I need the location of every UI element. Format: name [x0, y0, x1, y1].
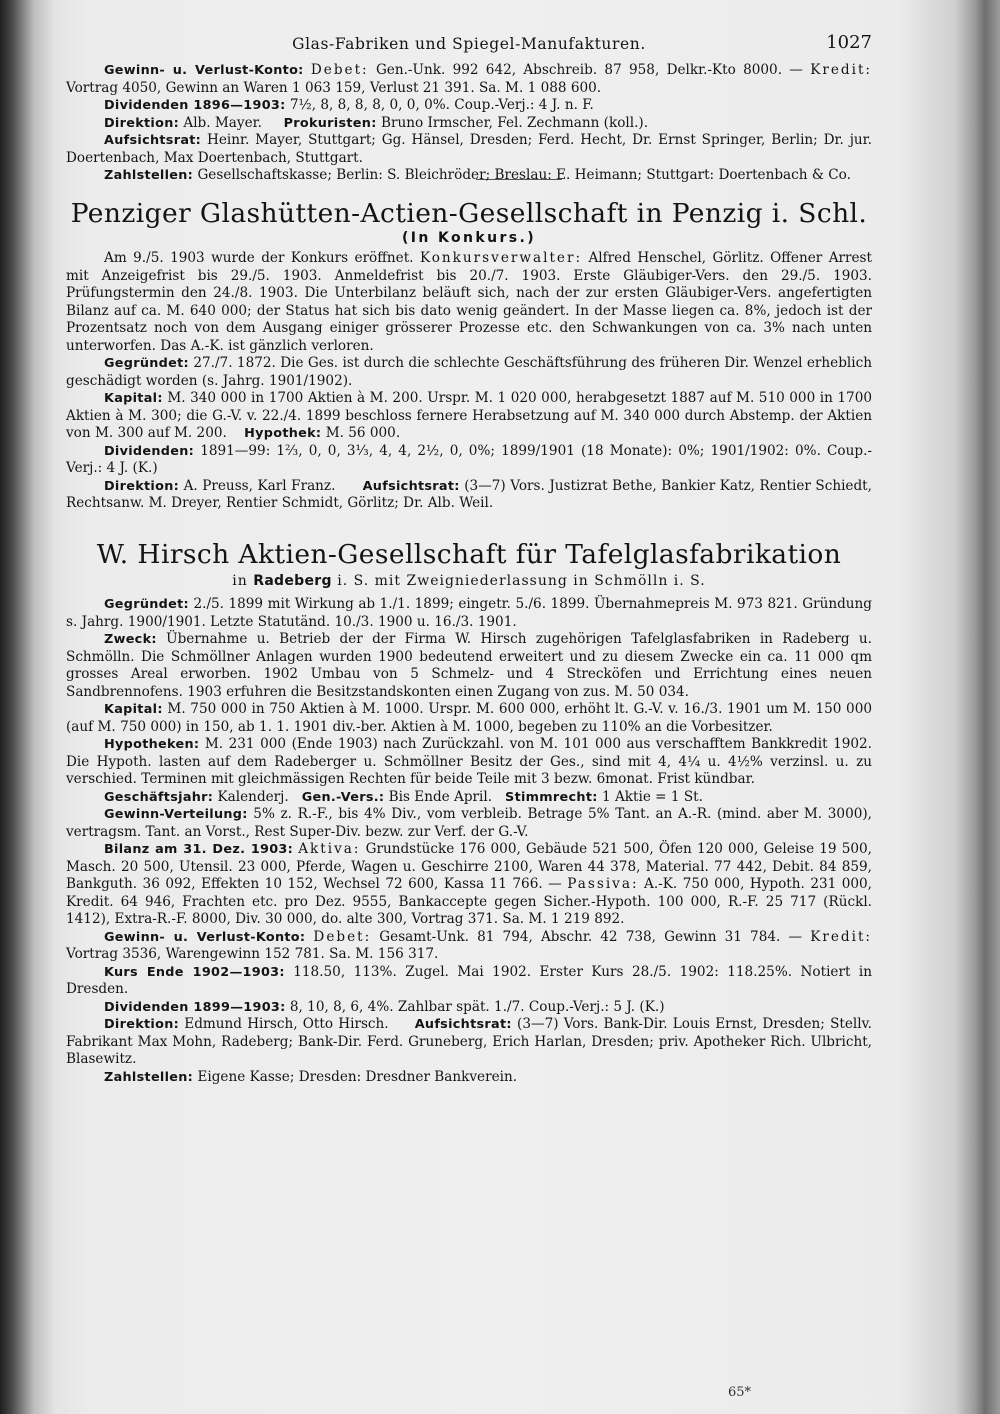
- mortgages-label: Hypotheken:: [104, 737, 200, 752]
- direction-text: Alb. Mayer.: [183, 114, 262, 131]
- mortgages-text: M. 231 000 (Ende 1903) nach Zurückzahl. von M. 101 000 aus verschafftem Bankkredit 1902. Die Hypoth. lasten auf dem Radeberger u. Schmöllner Besitz der Ges., sind mit 4, 4¼ u. 4½% verzinsl. u. zu verschied. Terminen mit gleichmässigen Rechten für beide Teile mit 3 bezw. 6monat. Frist kündbar.: [66, 736, 872, 787]
- supervisory-board-label: Aufsichtsrat:: [104, 133, 202, 148]
- company-subtitle: [66, 573, 872, 591]
- balance-sheet-paragraph: [66, 841, 872, 929]
- dividends-text: 1891—99: 1⅔, 0, 0, 3⅓, 4, 4, 2½, 0, 0%; 1899/1901 (18 Monate): 0%; 1901/1902: 0%. Coup.-Verj.: 4 J. (K.): [66, 442, 872, 476]
- direction-paragraph: [66, 478, 872, 513]
- supervisory-board-paragraph: [66, 132, 872, 167]
- capital-text: M. 340 000 in 1700 Aktien à M. 200. Urspr. M. 1 020 000, herabgesetzt 1887 auf M. 510 000 in 1700 Aktien à M. 300; die G.-V. v. 22./4. 1899 beschloss fernere Herabsetzung auf M. 340 000 durch Abstemp. der Aktien von M. 300 auf M. 200.: [66, 390, 873, 441]
- company-title: Penziger Glashütten-Actien-Gesellschaft in Penzig i. Schl.: [70, 197, 868, 229]
- capital-label: Kapital:: [104, 702, 163, 717]
- dividends-label: Dividenden 1896—1903:: [104, 98, 286, 113]
- share-price-label: Kurs Ende 1902—1903:: [104, 964, 285, 980]
- direction-label: Direktion:: [104, 1017, 180, 1032]
- profit-distribution-text: 5% z. R.-F., bis 4% Div., vom verbleib. Betrage 5% Tant. an A.-R. (mind. aber M. 3000), vertragsm. Tant. an Vorst., Rest Super-Div. bezw. zur Verf. der G.-V.: [66, 806, 872, 840]
- capital-paragraph: [66, 390, 872, 443]
- page-header: [66, 34, 872, 62]
- paying-agents-paragraph: [66, 167, 872, 185]
- prokuristen-text: Bruno Irmscher, Fel. Zechmann (koll.).: [380, 114, 649, 131]
- fiscal-year-paragraph: [66, 789, 872, 807]
- liabilities-text: A.-K. 750 000, Hypoth. 231 000, Kredit. 64 946, Frachten etc. pro Dez. 9555, Bankaccepte gegen Sicher.-Hypoth. 100 000, R.-F. 25 717 (Rückl. 1412), Extra-R.-F. 8000, Div. 30 000, do. alte 300, Vortrag 371. Sa. M. 1 219 892.: [66, 876, 873, 927]
- general-meeting-label: Gen.-Vers.:: [301, 789, 385, 805]
- purpose-label: Zweck:: [104, 632, 157, 647]
- running-title: Glas-Fabriken und Spiegel-Manufakturen.: [292, 35, 646, 53]
- supervisory-board-label: Aufsichtsrat:: [362, 478, 460, 494]
- dividends-paragraph: [66, 999, 872, 1017]
- share-price-paragraph: [66, 964, 872, 999]
- debet-text: Gen.-Unk. 992 642, Abschreib. 87 958, Delkr.-Kto 8000. —: [375, 62, 803, 78]
- subtitle-in: in: [232, 572, 248, 589]
- fiscal-year-label: Geschäftsjahr:: [104, 789, 214, 805]
- dividends-label: Dividenden:: [104, 443, 195, 459]
- purpose-text: Übernahme u. Betrieb der der Firma W. Hirsch zugehörigen Tafelglasfabriken in Radeberg u. Schmölln. Die Schmöllner Anlagen wurden 1900 bedeutend erweitert und zu diesem Zwecke ein ca. 11 000 qm grosses Areal erworben. 1902 Umbau von 5 Schmelz- und 4 Strecköfen und Errichtung eines neuen Sandbrennofens. 1903 erfuhren die Besitzstandskonten einen Zugang von zus. M. 50 034.: [66, 631, 872, 700]
- intro-paragraph: [66, 250, 872, 355]
- share-price-text: 118.50, 113%. Zugel. Mai 1902. Erster Kurs 28./5. 1902: 118.25%. Notiert in Dresden.: [66, 963, 872, 997]
- page-number: 1027: [826, 32, 872, 53]
- liabilities-label: Passiva:: [567, 876, 639, 892]
- supervisory-board-text: (3—7) Vors. Bank-Dir. Louis Ernst, Dresden; Stellv. Fabrikant Max Mohn, Radeberg; Bank-Dir. Ferd. Gruneberg, Erich Harlan, Dresden; priv. Apotheker Rich. Ulbricht, Blasewitz.: [66, 1016, 872, 1067]
- direction-label: Direktion:: [104, 478, 180, 494]
- sheet-signature: 65*: [728, 1385, 752, 1400]
- direction-text: Edmund Hirsch, Otto Hirsch.: [184, 1016, 389, 1032]
- guv-paragraph: [66, 62, 872, 97]
- founded-paragraph: [66, 596, 872, 631]
- paying-agents-label: Zahlstellen:: [104, 168, 194, 183]
- dividends-paragraph: [66, 443, 872, 478]
- kredit-text: Vortrag 3536, Warengewinn 152 781. Sa. M. 156 317.: [66, 946, 439, 962]
- previous-company-continuation: [66, 62, 872, 185]
- founded-label: Gegründet:: [104, 597, 189, 612]
- debet-label: Debet:: [310, 62, 369, 78]
- paying-agents-text: Gesellschaftskasse; Berlin: S. Bleichröder; Breslau: E. Heimann; Stuttgart: Doertenbach & Co.: [197, 167, 851, 183]
- guv-paragraph: [66, 929, 872, 964]
- direction-paragraph: [66, 1016, 872, 1069]
- assets-text: Grundstücke 176 000, Gebäude 521 500, Öfen 120 000, Geleise 19 500, Masch. 20 500, Utensil. 23 000, Pferde, Wagen u. Geschirre 2100, Waren 44 378, Material. 77 442, Debit. 84 859, Bankguth. 36 092, Effekten 10 152, Wechsel 72 600, Kassa 11 766. —: [66, 841, 872, 892]
- intro-text-2: Alfred Henschel, Görlitz. Offener Arrest mit Anzeigefrist bis 29./5. 1903. Anmeldefrist bis 20./7. 1903. Erste Gläubiger-Vers. den 29./5. 1903. Prüfungstermin den 24./8. 1903. Die Unterbilanz beläuft sich, nach der zur ersten Gläubiger-Vers. angefertigten Bilanz auf ca. M. 640 000; der Status hat sich bis dato wenig geändert. In der Masse liegen ca. 8%, jedoch ist der Prozentsatz noch von dem Ausgang einiger grösserer Prozesse etc. den Schwankungen von ca. 3% nach unten unterworfen. Das A.-K. ist gänzlich verloren.: [66, 250, 872, 354]
- capital-label: Kapital:: [104, 391, 163, 406]
- founded-text: 2./5. 1899 mit Wirkung ab 1./1. 1899; eingetr. 5./6. 1899. Übernahmepreis M. 973 821. Gründung s. Jahrg. 1900/1901. Letzte Statutänd. 10./3. 1900 u. 16./3. 1901.: [66, 596, 873, 630]
- mortgage-text: M. 56 000.: [325, 425, 401, 441]
- company-status: (In Konkurs.): [401, 229, 537, 246]
- fiscal-year-text: Kalenderj.: [217, 788, 289, 805]
- kredit-label: Kredit:: [810, 62, 872, 78]
- supervisory-board-label: Aufsichtsrat:: [414, 1017, 512, 1032]
- guv-label: Gewinn- u. Verlust-Konto:: [104, 63, 304, 78]
- assets-label: Aktiva:: [298, 841, 361, 857]
- company-entry-hirsch: [66, 539, 872, 1087]
- subtitle-rest: i. S. mit Zweigniederlassung in Schmölln i. S.: [337, 572, 706, 589]
- capital-text: M. 750 000 in 750 Aktien à M. 1000. Urspr. M. 600 000, erhöht lt. G.-V. v. 16./3. 1901 um M. 150 000 (auf M. 750 000) in 150, ab 1. 1. 1901 div.-ber. Aktien à M. 1000, begeben zu 110% an die Vorbesitzer.: [66, 701, 872, 735]
- direction-text: A. Preuss, Karl Franz.: [183, 477, 336, 494]
- paying-agents-paragraph: [66, 1069, 872, 1087]
- dividends-label: Dividenden 1899—1903:: [104, 999, 286, 1015]
- founded-label: Gegründet:: [104, 356, 189, 371]
- mortgages-paragraph: [66, 736, 872, 789]
- company-title: W. Hirsch Aktien-Gesellschaft für Tafelglasfabrikation: [96, 538, 842, 570]
- paying-agents-label: Zahlstellen:: [104, 1069, 194, 1085]
- debet-text: Gesamt-Unk. 81 794, Abschr. 42 738, Gewinn 31 784. —: [379, 928, 803, 945]
- direction-label: Direktion:: [104, 115, 180, 131]
- mortgage-label: Hypothek:: [244, 426, 322, 441]
- page-text-block: [66, 34, 872, 1086]
- founded-text: 27./7. 1872. Die Ges. ist durch die schlechte Geschäftsführung des früheren Dir. Wenzel erheblich geschädigt worden (s. Jahrg. 1901/1902).: [66, 355, 872, 389]
- dividends-paragraph: [66, 97, 872, 115]
- prokuristen-label: Prokuristen:: [283, 115, 377, 131]
- kredit-text: Vortrag 4050, Gewinn an Waren 1 063 159, Verlust 21 391. Sa. M. 1 088 600.: [66, 79, 602, 96]
- purpose-paragraph: [66, 631, 872, 701]
- guv-label: Gewinn- u. Verlust-Konto:: [104, 929, 306, 945]
- dividends-text: 7½, 8, 8, 8, 8, 0, 0, 0%. Coup.-Verj.: 4 J. n. F.: [289, 97, 594, 113]
- balance-sheet-label: Bilanz am 31. Dez. 1903:: [104, 842, 294, 857]
- subtitle-place: Radeberg: [253, 572, 332, 589]
- insolvency-administrator-label: Konkursverwalter:: [419, 250, 583, 266]
- voting-right-text: 1 Aktie = 1 St.: [601, 788, 703, 805]
- founded-paragraph: [66, 355, 872, 390]
- supervisory-board-text: Heinr. Mayer, Stuttgart; Gg. Hänsel, Dresden; Ferd. Hecht, Dr. Ernst Springer, Berlin; Dr. jur. Doertenbach, Max Doertenbach, Stuttgart.: [66, 132, 872, 166]
- general-meeting-text: Bis Ende April.: [388, 788, 493, 805]
- debet-label: Debet:: [313, 928, 372, 945]
- voting-right-label: Stimmrecht:: [505, 789, 598, 805]
- capital-paragraph: [66, 701, 872, 736]
- dividends-text: 8, 10, 8, 6, 4%. Zahlbar spät. 1./7. Coup.-Verj.: 5 J. (K.): [289, 998, 665, 1015]
- intro-text-1: Am 9./5. 1903 wurde der Konkurs eröffnet.: [104, 250, 414, 266]
- profit-distribution-paragraph: [66, 806, 872, 841]
- company-entry-penzig: [66, 198, 872, 513]
- direction-paragraph: [66, 115, 872, 133]
- paying-agents-text: Eigene Kasse; Dresden: Dresdner Bankverein.: [197, 1068, 518, 1085]
- supervisory-board-text: (3—7) Vors. Justizrat Bethe, Bankier Katz, Rentier Schiedt, Rechtsanw. M. Dreyer, Rentier Schmidt, Görlitz; Dr. Alb. Weil.: [66, 477, 872, 511]
- kredit-label: Kredit:: [810, 928, 872, 945]
- profit-distribution-label: Gewinn-Verteilung:: [104, 807, 248, 822]
